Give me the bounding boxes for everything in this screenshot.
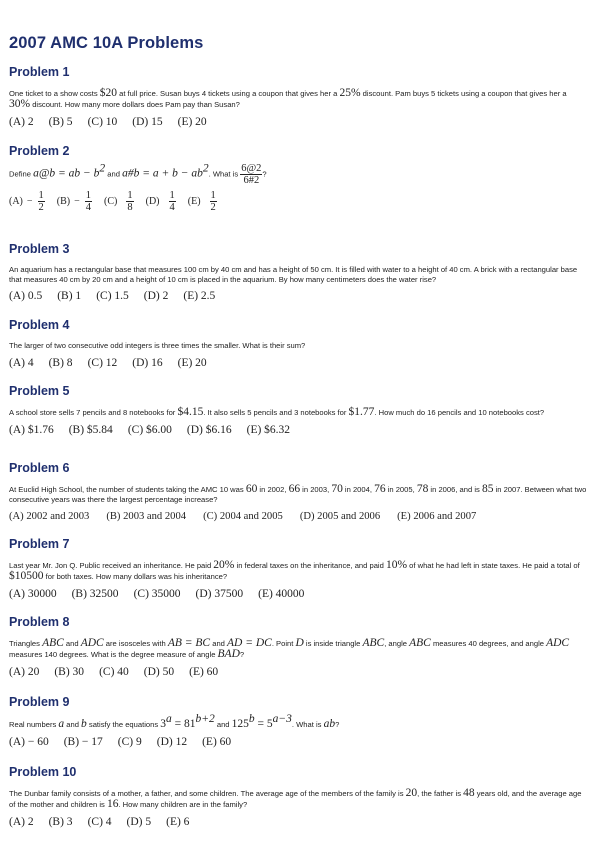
problem-heading: Problem 8 (9, 615, 70, 629)
math: a (58, 718, 65, 730)
choice-e: (E) 2.5 (183, 290, 216, 302)
problem-heading: Problem 1 (9, 65, 70, 79)
math: 10% (385, 559, 408, 571)
problem-heading: Problem 5 (9, 384, 70, 398)
text: discount. How many more dollars does Pam pay than Susan? (30, 100, 240, 109)
choice-label: (E) (187, 196, 201, 207)
text: Last year Mr. Jon Q. Public received an inheritance. He paid (9, 561, 214, 570)
choice-a: (A) $1.76 (9, 424, 54, 436)
choice-b: (B) 30 (54, 666, 85, 678)
text: and (214, 720, 232, 729)
choice-d: (D) 16 (132, 357, 163, 369)
math: b (81, 718, 87, 730)
problem-heading: Problem 6 (9, 461, 70, 475)
text: . Point (271, 639, 296, 648)
fraction (169, 190, 176, 213)
text: ? (239, 650, 245, 659)
math-sup: a−3 (272, 713, 292, 725)
math: 48 (463, 787, 475, 799)
math: 78 (416, 483, 429, 495)
math: $1.77 (348, 406, 375, 418)
problem-statement (9, 638, 587, 660)
math: 70 (331, 483, 343, 495)
fraction-denominator: 2 (210, 202, 216, 213)
text: Define (9, 169, 34, 179)
choice-c: (C) 9 (117, 736, 142, 748)
choice-c: (C) 10 (87, 116, 118, 128)
math: 76 (374, 483, 386, 495)
choice-label: (D) (145, 196, 160, 207)
choice-c: (C) 2004 and 2005 (203, 511, 283, 522)
problem-statement (9, 788, 587, 810)
math: ABC (409, 637, 431, 649)
text: satisfy the equations (86, 720, 161, 729)
answer-choices (9, 666, 587, 678)
answer-choices (9, 116, 587, 128)
math: 30% (9, 98, 31, 110)
problem-10 (9, 765, 587, 828)
math: 125 (231, 718, 249, 730)
problem-statement (9, 713, 587, 730)
fraction (240, 163, 262, 186)
choice-a: (A) − 60 (9, 736, 49, 748)
answer-choices (9, 816, 587, 828)
choice-a: (A) 30000 (9, 588, 57, 600)
problem-1 (9, 65, 587, 128)
problem-statement: An aquarium has a rectangular base that measures 100 cm by 40 cm and has a height of 50 cm. It is filled with water to a height of 40 cm. A brick with a rectangular base that measures 40 cm by 20 cm and a height of 10 cm is placed in the aquarium. By how many centimeters does the water rise? (9, 265, 578, 284)
choice-e: (E) 60 (202, 736, 232, 748)
text: One ticket to a show costs (9, 89, 100, 98)
math: 3 (160, 718, 166, 730)
choice-c: (C) 1.5 (96, 290, 129, 302)
answer-choices (9, 588, 587, 600)
choice-e: (E) $6.32 (246, 424, 291, 436)
choice-a: (A) 2 (9, 816, 34, 828)
answer-choices (9, 424, 587, 436)
problem-heading: Problem 4 (9, 318, 70, 332)
math: = 5 (254, 718, 273, 730)
choice-a: (A) 0.5 (9, 290, 43, 302)
text: in 2006, and is (428, 485, 482, 494)
choice-c (104, 190, 134, 213)
fraction (38, 190, 45, 213)
fraction (126, 190, 133, 213)
choice-label: (C) (104, 196, 118, 207)
text: in 2002, (257, 485, 289, 494)
choice-e: (E) 60 (189, 666, 219, 678)
choice-sign: − (74, 196, 80, 207)
text: is inside triangle (303, 639, 363, 648)
text: . What is (208, 169, 241, 179)
text: at full price. Susan buys 4 tickets using a coupon that gives her a (117, 89, 340, 98)
fraction-denominator: 4 (169, 202, 175, 213)
problem-statement (9, 163, 587, 186)
choice-d: (D) 37500 (195, 588, 244, 600)
text: The Dunbar family consists of a mother, a father, and some children. The average age of the members of the family is (9, 789, 406, 798)
problem-heading: Problem 7 (9, 537, 70, 551)
text: At Euclid High School, the number of students taking the AMC 10 was (9, 485, 246, 494)
text: in 2005, (385, 485, 417, 494)
math-sup: b (248, 713, 255, 725)
text: and (63, 639, 81, 648)
text: discount. Pam buys 5 tickets using a coupon that gives her a (360, 89, 567, 98)
fraction-numerator: 1 (127, 190, 133, 201)
choice-d: (D) $6.16 (186, 424, 232, 436)
math-sup: 2 (99, 162, 106, 175)
fraction-numerator: 6@2 (241, 163, 262, 174)
text: Real numbers (9, 720, 59, 729)
problem-heading: Problem 9 (9, 695, 70, 709)
choice-e: (E) 20 (177, 116, 207, 128)
choice-label: (B) (56, 196, 71, 207)
choice-a: (A) 20 (9, 666, 40, 678)
text: . How much do 16 pencils and 10 notebooks cost? (374, 408, 545, 417)
choice-a: (A) 2002 and 2003 (9, 511, 90, 522)
math: a#b = a + b − ab (122, 167, 203, 180)
choice-e: (E) 20 (177, 357, 207, 369)
fraction-numerator: 1 (85, 190, 92, 201)
choice-d: (D) 2005 and 2006 (299, 511, 381, 522)
math: D (295, 637, 304, 649)
choice-e: (E) 6 (166, 816, 190, 828)
answer-choices (9, 736, 587, 748)
math-sup: a (165, 713, 172, 725)
text: are isosceles with (103, 639, 168, 648)
math: 60 (245, 483, 258, 495)
text: . It also sells 5 pencils and 3 notebooks for (203, 408, 349, 417)
fraction-numerator: 1 (38, 190, 44, 201)
problem-8 (9, 615, 587, 678)
choice-b (57, 190, 92, 213)
choice-b: (B) 3 (48, 816, 73, 828)
problem-heading: Problem 2 (9, 144, 70, 158)
choice-c: (C) 40 (99, 666, 129, 678)
choice-b: (B) − 17 (63, 736, 103, 748)
text: measures 40 degrees, and angle (430, 639, 547, 648)
problem-statement (9, 88, 587, 110)
text: in 2003, (300, 485, 332, 494)
choice-c: (C) 35000 (133, 588, 181, 600)
choice-d: (D) 5 (126, 816, 152, 828)
problem-statement (9, 407, 587, 418)
math: ABC (42, 637, 64, 649)
choice-b: (B) 32500 (71, 588, 119, 600)
choice-b: (B) 2003 and 2004 (106, 511, 187, 522)
math: 16 (106, 798, 119, 810)
math: 25% (339, 87, 361, 99)
text: of what he had left in state taxes. He paid a total of (407, 561, 580, 570)
text: . What is (291, 720, 324, 729)
text: . How many children are in the family? (118, 800, 248, 809)
problem-statement: The larger of two consecutive odd integers is three times the smaller. What is their sum? (9, 341, 306, 350)
math: BAD (217, 648, 240, 660)
text: , angle (384, 639, 410, 648)
text: A school store sells 7 pencils and 8 notebooks for (9, 408, 178, 417)
math: = 81 (171, 718, 196, 730)
text: years old, and the average age of the mother and children is (9, 789, 582, 809)
choice-b: (B) $5.84 (68, 424, 113, 436)
math: AD = DC (227, 637, 272, 649)
math: ADC (546, 637, 570, 649)
problem-9 (9, 695, 587, 748)
choice-c: (C) 4 (87, 816, 112, 828)
text: , the father is (417, 789, 464, 798)
math: 85 (481, 483, 494, 495)
choice-b: (B) 5 (48, 116, 73, 128)
math: ABC (362, 637, 385, 649)
choice-sign: − (26, 196, 33, 207)
text: in 2007. Between what two consecutive years was there the largest percentage increase? (9, 485, 587, 504)
choice-a: (A) 2 (9, 116, 34, 128)
choice-e: (E) 40000 (258, 588, 305, 600)
problem-3 (9, 242, 587, 302)
math: ADC (80, 637, 104, 649)
choice-d: (D) 2 (143, 290, 169, 302)
choice-b: (B) 1 (57, 290, 82, 302)
problem-heading: Problem 10 (9, 765, 77, 779)
fraction (210, 190, 217, 213)
math: AB = BC (167, 637, 211, 649)
answer-choices (9, 511, 587, 522)
math: $20 (99, 87, 117, 99)
fraction (85, 190, 92, 213)
fraction-numerator: 1 (169, 190, 175, 201)
text: and (105, 169, 123, 179)
math: 20 (405, 787, 418, 799)
text: in 2004, (342, 485, 375, 494)
problem-5 (9, 384, 587, 436)
choice-e (188, 190, 217, 213)
choice-label: (A) (9, 196, 23, 207)
text: and (210, 639, 227, 648)
math-sup: b+2 (195, 713, 215, 725)
choice-d (146, 190, 176, 213)
fraction-denominator: 2 (38, 202, 44, 213)
text: ? (262, 169, 267, 179)
choice-d: (D) 12 (156, 736, 188, 748)
math: $4.15 (177, 406, 204, 418)
text: in federal taxes on the inheritance, and paid (234, 561, 386, 570)
page-title: 2007 AMC 10A Problems (9, 34, 204, 52)
choice-c: (C) $6.00 (127, 424, 172, 436)
choice-e: (E) 2006 and 2007 (397, 511, 477, 522)
math: a@b = ab − b (33, 167, 100, 180)
problem-2 (9, 144, 587, 213)
math: 66 (288, 483, 301, 495)
math-sup: 2 (202, 162, 209, 175)
choice-a: (A) 4 (9, 357, 34, 369)
problem-7 (9, 537, 587, 600)
choice-b: (B) 8 (48, 357, 73, 369)
math: 20% (213, 559, 235, 571)
problem-statement (9, 484, 587, 505)
text: and (64, 720, 82, 729)
text: Triangles (9, 639, 43, 648)
fraction-numerator: 1 (210, 190, 216, 201)
math: $10500 (9, 570, 44, 582)
text: for both taxes. How many dollars was his inheritance? (43, 572, 228, 581)
text: ? (335, 720, 340, 729)
choice-a (9, 190, 45, 213)
choice-d: (D) 15 (132, 116, 163, 128)
answer-choices (9, 190, 587, 213)
choice-d: (D) 50 (143, 666, 175, 678)
fraction-denominator: 8 (127, 202, 133, 213)
problem-heading: Problem 3 (9, 242, 70, 256)
choice-c: (C) 12 (87, 357, 118, 369)
problem-4 (9, 318, 587, 369)
fraction-denominator: 4 (85, 202, 92, 213)
answer-choices (9, 357, 587, 369)
text: measures 140 degrees. What is the degree measure of angle (9, 650, 218, 659)
fraction-denominator: 6#2 (243, 175, 260, 186)
answer-choices (9, 290, 587, 302)
math: ab (323, 718, 336, 730)
problem-statement (9, 560, 587, 582)
problem-6 (9, 461, 587, 522)
